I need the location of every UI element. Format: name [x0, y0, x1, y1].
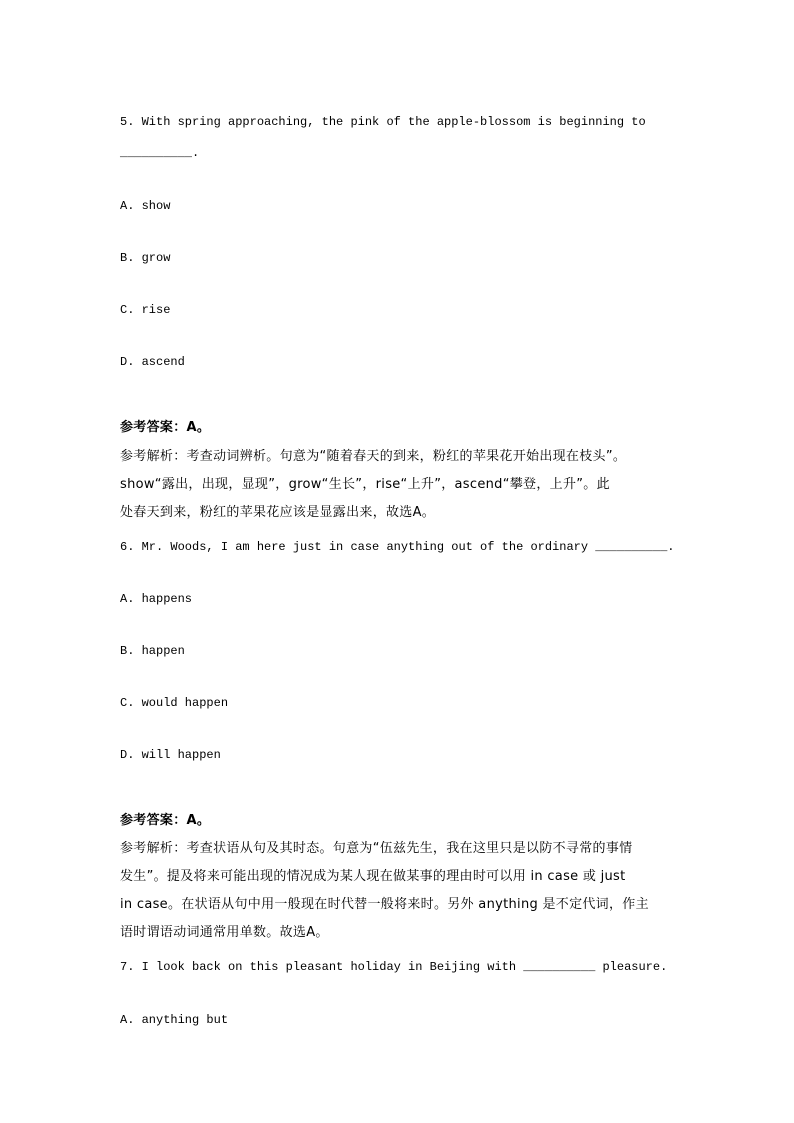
question-text: 6. Mr. Woods, I am here just in case anything out of the ordinary __________. [120, 540, 675, 554]
option-c: C. rise [120, 303, 171, 317]
explanation-line: 处春天到来，粉红的苹果花应该是显露出来，故选A。 [120, 505, 436, 520]
option-c: C. would happen [120, 696, 229, 710]
explanation-line: show“露出，出现，显现”，grow“生长”，rise“上升”，ascend“攀登，上升”。此 [120, 477, 610, 492]
option-d: D. ascend [120, 355, 185, 369]
option-d: D. will happen [120, 748, 221, 762]
question-text: 5. With spring approaching, the pink of the apple-blossom is beginning to [120, 115, 646, 129]
question-text: 7. I look back on this pleasant holiday in Beijing with __________ pleasure. [120, 960, 668, 974]
explanation-line: 语时谓语动词通常用单数。故选A。 [120, 925, 329, 940]
reference-answer: 参考答案：A。 [120, 813, 211, 828]
option-a: A. anything but [120, 1013, 229, 1027]
reference-answer: 参考答案：A。 [120, 420, 211, 435]
option-b: B. grow [120, 251, 171, 265]
explanation-line: in case。在状语从句中用一般现在时代替一般将来时。另外 anything 是不定代词，作主 [120, 897, 649, 912]
option-b: B. happen [120, 644, 185, 658]
explanation-line: 参考解析：考查动词辨析。句意为“随着春天的到来，粉红的苹果花开始出现在枝头”。 [120, 449, 627, 464]
answer-blank: __________. [120, 146, 200, 160]
option-a: A. happens [120, 592, 193, 606]
explanation-line: 参考解析：考查状语从句及其时态。句意为“伍兹先生，我在这里只是以防不寻常的事情 [120, 841, 633, 856]
option-a: A. show [120, 199, 171, 213]
explanation-line: 发生”。提及将来可能出现的情况成为某人现在做某事的理由时可以用 in case 或 just [120, 869, 626, 884]
